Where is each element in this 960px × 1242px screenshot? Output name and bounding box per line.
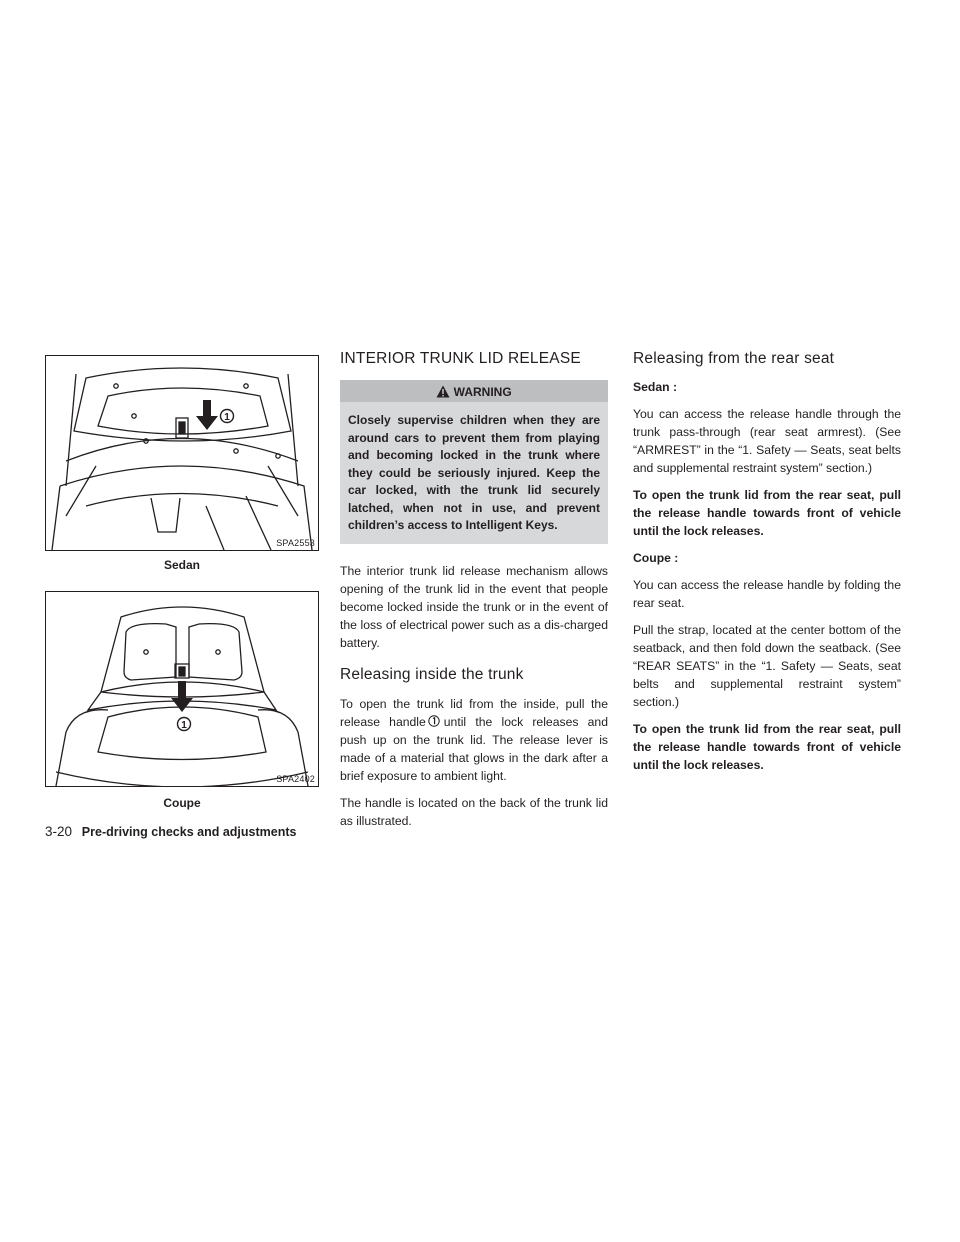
sedan-paragraph-2: To open the trunk lid from the rear seat, pull the release handle towards front of vehicle until the lock releases.: [633, 488, 901, 538]
right-column: [633, 350, 901, 783]
sedan-label: Sedan :: [633, 380, 678, 394]
coupe-paragraph-1: You can access the release handle by folding the rear seat.: [633, 578, 901, 610]
page-number: 3-20: [45, 824, 73, 839]
coupe-paragraph-3: To open the trunk lid from the rear seat, pull the release handle towards front of vehicle until the lock releases.: [633, 722, 901, 772]
coupe-trunk-drawing: [46, 592, 318, 786]
sedan-trunk-drawing: [46, 356, 318, 550]
intro-paragraph: The interior trunk lid release mechanism allows opening of the trunk lid in the event that people become locked inside the trunk or in the event of the loss of electrical power such as a dis-charged battery.: [340, 563, 608, 650]
figure-code: SPA2553: [276, 538, 315, 548]
figure-caption: Sedan: [163, 558, 200, 572]
sedan-illustration: [45, 355, 319, 551]
coupe-paragraph-2: Pull the strap, located at the center bottom of the seatback, and then fold down the seatback. (See “REAR SEATS” in the “1. Safety — Seats, seat belts and supplemental restraint system” section.): [633, 623, 901, 709]
figure-code: SPA2402: [276, 774, 315, 784]
warning-triangle-icon: [436, 385, 450, 398]
callout-1-icon: [178, 718, 191, 732]
warning-header: [340, 380, 608, 402]
chapter-title: Pre-driving checks and adjustments: [81, 825, 297, 839]
coupe-illustration: [45, 591, 319, 787]
figure-caption: Coupe: [163, 796, 201, 810]
sedan-paragraph-1: You can access the release handle through the trunk pass-through (rear seat armrest). (See “ARMREST” in the “1. Safety — Seats, seat belts and supplemental restraint system” section.): [633, 407, 901, 475]
coupe-label: Coupe :: [633, 551, 679, 565]
warning-box: [340, 380, 608, 544]
section-title: INTERIOR TRUNK LID RELEASE: [340, 350, 581, 367]
warning-text: Closely supervise children when they are around cars to prevent them from playing and becoming locked in the trunk where they could be seriously injured. Keep the car locked, with the trunk lid securely latched, when not in use, and prevent children’s access to Intelligent Keys.: [348, 413, 600, 532]
callout-1-icon: [428, 715, 440, 727]
svg-text:1: 1: [181, 720, 187, 731]
subheading-inside-trunk: Releasing inside the trunk: [340, 665, 524, 683]
middle-column: [340, 350, 608, 839]
warning-label: WARNING: [453, 384, 512, 399]
down-arrow-icon: [196, 400, 218, 430]
callout-1-icon: [221, 410, 234, 424]
inside-paragraph-2: The handle is located on the back of the trunk lid as illustrated.: [340, 795, 608, 828]
svg-text:1: 1: [224, 412, 230, 423]
page-footer: [45, 824, 296, 839]
inside-paragraph-1: To open the trunk lid from the inside, pull the release handle until the lock releases and push up on the trunk lid. The release lever is made of a material that glows in the dark after a brief exposure to ambient light.: [340, 696, 608, 783]
subheading-rear-seat: Releasing from the rear seat: [633, 350, 835, 367]
